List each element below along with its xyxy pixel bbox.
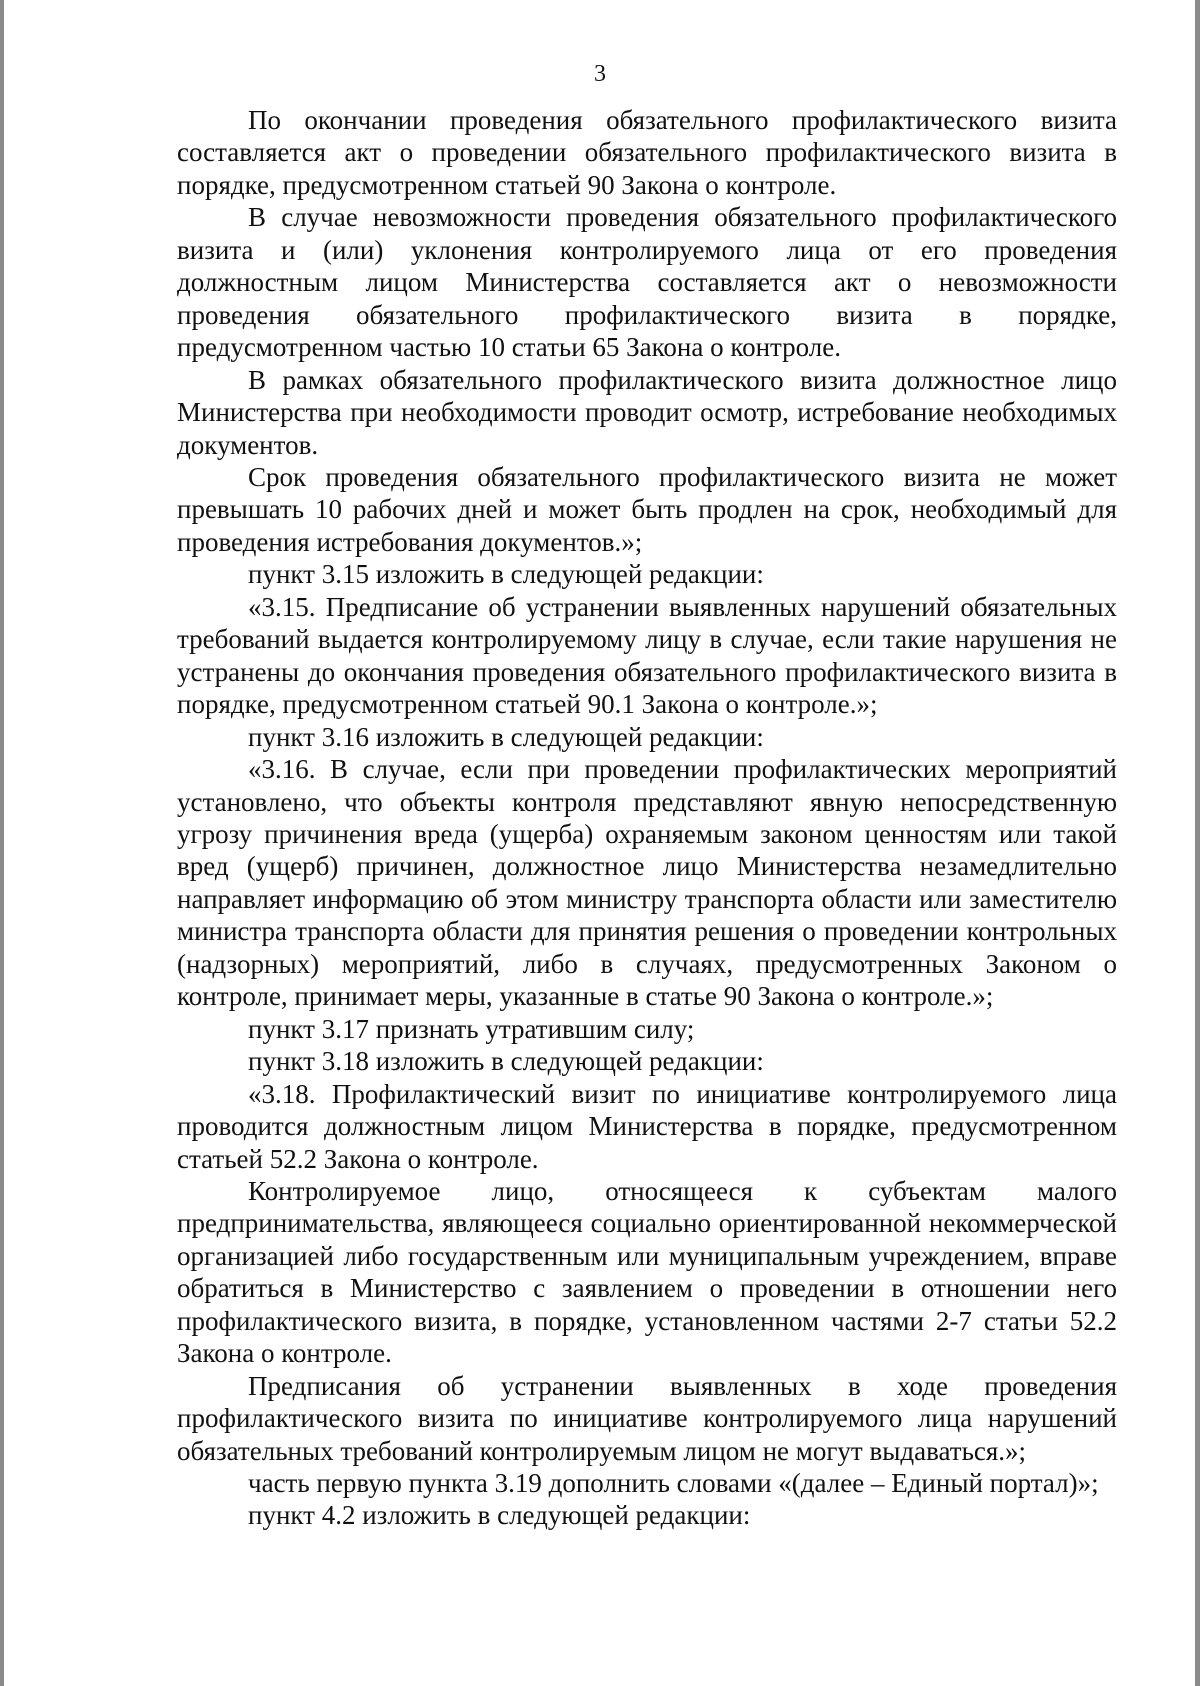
paragraph: пункт 4.2 изложить в следующей редакции: — [248, 1500, 751, 1531]
paragraph: «3.15. Предписание об устранении выявленных нарушений обязательных требований выдается контролируемому лицу в случае, если такие нарушения не устранены до окончания проведения обязательного профилактического визита в порядке, предусмотренном статьей 90.1 Закона о контроле.»; — [177, 591, 1117, 720]
paragraph: «3.16. В случае, если при проведении профилактических мероприятий установлено, что объекты контроля представляют явную непосредственную угрозу причинения вреда (ущерба) охраняемым законом ценностям или такой вред (ущерб) причинен, должностное лицо Министерства незамедлительно направляет информацию об этом министру транспорта области или заместителю министра транспорта области для принятия решения о проведении контрольных (надзорных) мероприятий, либо в случаях, предусмотренных Законом о контроле, принимает меры, указанные в статье 90 Закона о контроле.»; — [177, 754, 1117, 1012]
paragraph: часть первую пункта 3.19 дополнить словами «(далее – Единый портал)»; — [248, 1468, 1099, 1499]
paragraph: В случае невозможности проведения обязательного профилактического визита и (или) уклонения контролируемого лица от его проведения должностным лицом Министерства составляется акт о невозможности проведения обязательного профилактического визита в порядке, предусмотренном частью 10 статьи 65 Закона о контроле. — [177, 202, 1117, 363]
scan-edge-right — [1195, 0, 1200, 1686]
paragraph: пункт 3.15 изложить в следующей редакции: — [248, 559, 764, 590]
paragraph: Срок проведения обязательного профилактического визита не может превышать 10 рабочих дней и может быть продлен на срок, необходимый для проведения истребования документов.»; — [177, 461, 1117, 557]
paragraph: В рамках обязательного профилактического визита должностное лицо Министерства при необходимости проводит осмотр, истребование необходимых документов. — [177, 364, 1117, 460]
paragraph: «3.18. Профилактический визит по инициативе контролируемого лица проводится должностным лицом Министерства в порядке, предусмотренном статьей 52.2 Закона о контроле. — [177, 1078, 1117, 1174]
paragraph: Предписания об устранении выявленных в ходе проведения профилактического визита по инициативе контролируемого лица нарушений обязательных требований контролируемым лицом не могут выдаваться.»; — [177, 1370, 1117, 1466]
document-body — [177, 104, 1117, 1532]
paragraph: По окончании проведения обязательного профилактического визита составляется акт о проведении обязательного профилактического визита в порядке, предусмотренном статьей 90 Закона о контроле. — [177, 105, 1117, 200]
paragraph: пункт 3.16 изложить в следующей редакции: — [248, 721, 764, 752]
paragraph: пункт 3.18 изложить в следующей редакции: — [248, 1046, 764, 1077]
paragraph: Контролируемое лицо, относящееся к субъектам малого предпринимательства, являющееся социально ориентированной некоммерческой организацией либо государственным или муниципальным учреждением, вправе обратиться в Министерство с заявлением о проведении в отношении него профилактического визита, в порядке, установленном частями 2-7 статьи 52.2 Закона о контроле. — [177, 1175, 1117, 1369]
paragraph: пункт 3.17 признать утратившим силу; — [248, 1013, 695, 1044]
scan-edge-left — [0, 0, 4, 1686]
page-number: 3 — [594, 61, 606, 87]
